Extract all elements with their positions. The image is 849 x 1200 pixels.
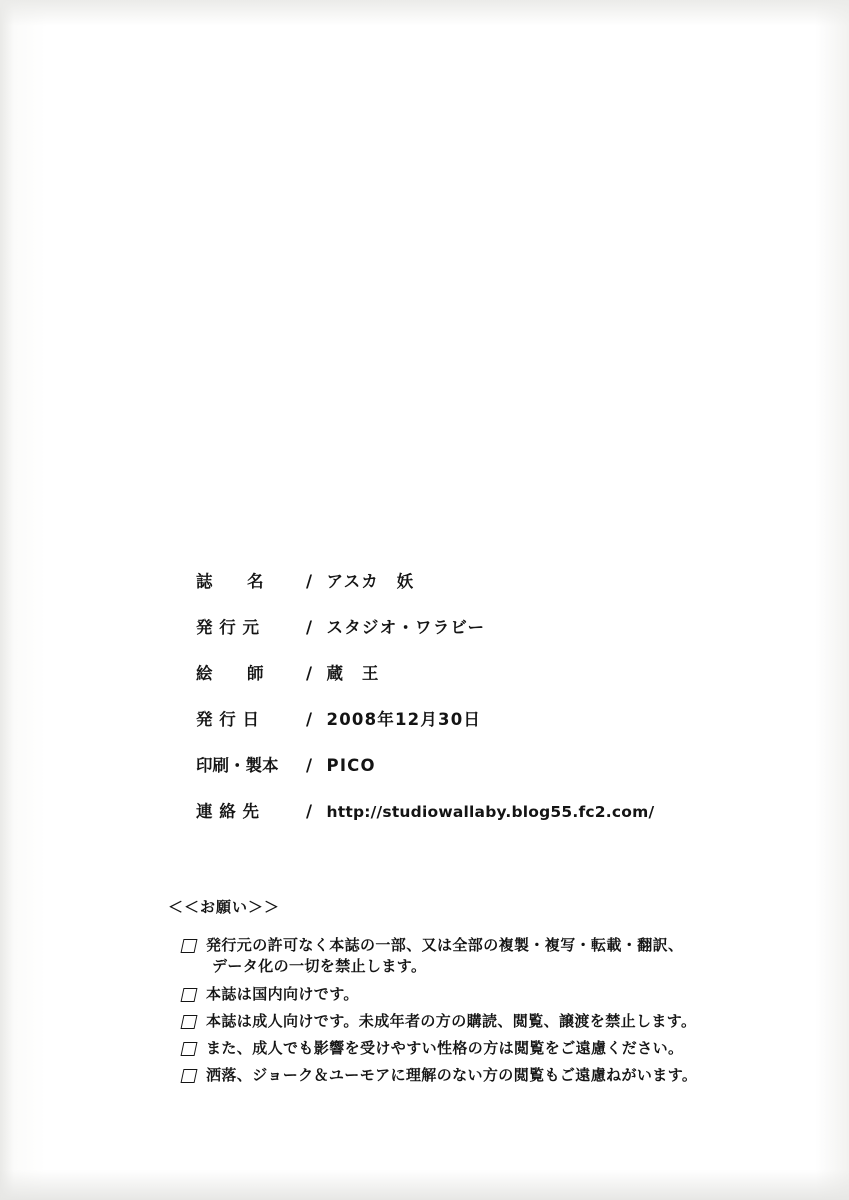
- credit-row: [196, 614, 796, 638]
- credit-label: 印刷・製本: [196, 756, 279, 775]
- credit-value: 2008年12月30日: [326, 710, 482, 729]
- credit-separator: /: [306, 664, 313, 683]
- notice-item-text: また、成人でも影響を受けやすい性格の方は閲覧をご遠慮ください。: [206, 1039, 684, 1058]
- contact-url[interactable]: http://studiowallaby.blog55.fc2.com/: [326, 803, 655, 821]
- notice-heading: ＜＜お願い＞＞: [168, 898, 281, 916]
- checkbox-icon: [181, 1042, 198, 1056]
- credit-separator: /: [306, 802, 313, 821]
- credit-separator: /: [306, 618, 313, 637]
- credit-separator: /: [306, 572, 313, 591]
- credit-row: [196, 660, 796, 684]
- credit-value: アスカ 妖: [326, 572, 415, 591]
- credit-separator: /: [306, 710, 313, 729]
- notice-block: [168, 896, 808, 1093]
- credit-label: 絵 師: [196, 664, 264, 683]
- checkbox-icon: [181, 939, 198, 953]
- list-item: [168, 1065, 808, 1086]
- credit-value: 蔵 王: [326, 664, 380, 683]
- checkbox-icon: [181, 1015, 198, 1029]
- notice-item-text: 洒落、ジョーク＆ユーモアに理解のない方の閲覧もご遠慮ねがいます。: [206, 1066, 698, 1085]
- list-item: [168, 1038, 808, 1059]
- notice-item-line: 発行元の許可なく本誌の一部、又は全部の複製・複写・転載・翻訳、: [206, 936, 684, 954]
- list-item: [168, 1011, 808, 1032]
- notice-item-text: [206, 935, 808, 978]
- credit-label: 誌 名: [196, 572, 264, 591]
- credit-separator: /: [306, 756, 313, 775]
- notice-item-line-continued: データ化の一切を禁止します。: [212, 957, 427, 976]
- list-item: [168, 935, 808, 978]
- checkbox-icon: [181, 988, 198, 1002]
- credit-value: PICO: [326, 756, 376, 775]
- notice-item-text: 本誌は成人向けです。未成年者の方の購読、閲覧、譲渡を禁止します。: [206, 1011, 697, 1030]
- checkbox-icon: [181, 1069, 198, 1083]
- credit-row: [196, 752, 796, 776]
- credit-label: 連 絡 先: [196, 802, 260, 821]
- notice-list: [168, 935, 808, 1087]
- credit-row: [196, 706, 796, 730]
- credit-label: 発 行 日: [196, 710, 260, 729]
- credit-row: [196, 568, 796, 592]
- credit-label: 発 行 元: [196, 618, 260, 637]
- colophon-block: [196, 568, 796, 844]
- credit-value: スタジオ・ワラビー: [326, 618, 486, 637]
- notice-item-text: 本誌は国内向けです。: [206, 984, 359, 1003]
- list-item: [168, 984, 808, 1005]
- credit-row: [196, 798, 796, 822]
